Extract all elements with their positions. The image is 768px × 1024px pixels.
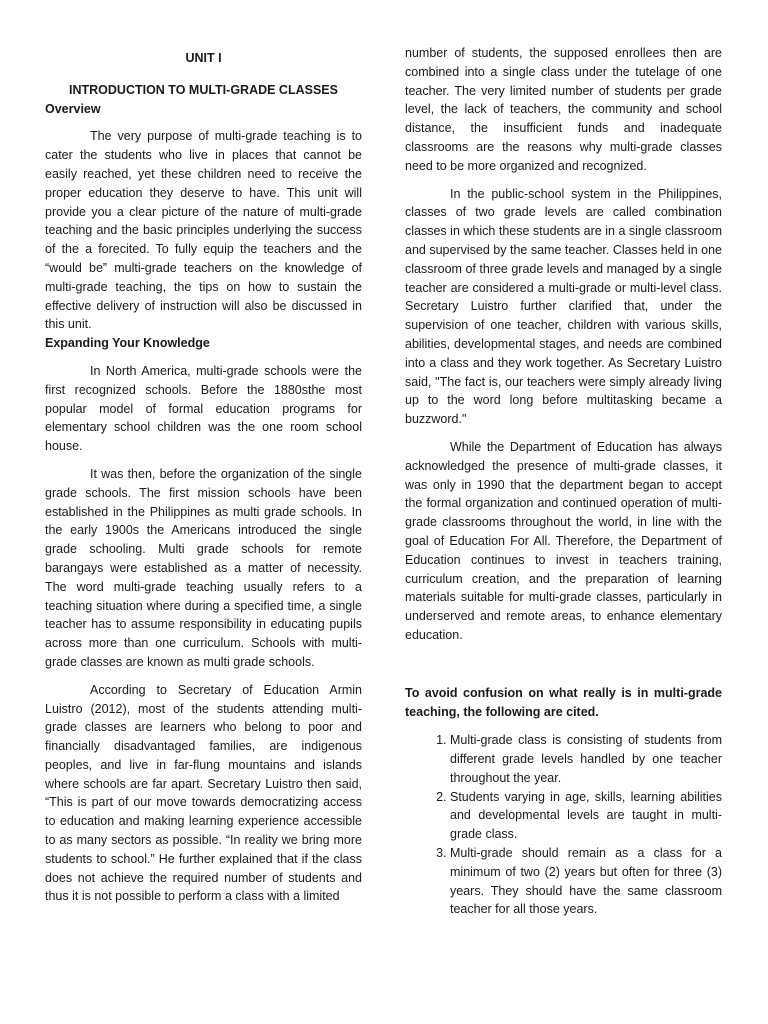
cited-list xyxy=(405,731,722,919)
overview-paragraph: The very purpose of multi-grade teaching is to cater the students who live in places that cannot be easily reached, yet these children need to receive the proper education they deserve to have. This unit will provide you a clear picture of the nature of multi-grade teaching and the basic principles underlying the success of the a forecited. To fully equip the teachers and the “would be” multi-grade teachers on the knowledge of multi-grade teaching, the tips on how to sustain the effective delivery of instruction will also be discussed in this unit. xyxy=(45,129,362,332)
list-item: 3. Multi-grade should remain as a class for a minimum of two (2) years but often for three (3) years. They should have the same classroom teacher for all those years. xyxy=(450,844,722,919)
cited-heading: To avoid confusion on what really is in multi-grade teaching, the following are cited. xyxy=(405,685,722,719)
expanding-paragraph-3: According to Secretary of Education Armin Luistro (2012), most of the students attending multi-grade classes are learners who belong to poor and financially disadvantaged families, are indigenous peoples, and live in far-flung mountains and islands where schools are far apart. Secretary Luistro then said, “This is part of our move towards democratizing access to education and making learning experience accessible to as many sectors as possible. “In reality we bring more students to school.” He further explained that if the class does not achieve the required number of students and thus it is not possible to perform a class with a limited xyxy=(45,682,362,904)
public-school-paragraph: In the public-school system in the Philippines, classes of two grade levels are called combination classes in which these students are in a single classroom and supervised by the same teacher. Classes held in one classroom of three grade levels and managed by a single teacher are considered a multi-grade or multi-level class. Secretary Luistro further clarified that, under the supervision of one teacher, children with various skills, abilities, developmental stages, and needs are combined into a class and they work together. As Secretary Luistro said, "The fact is, our teachers were simply already living up to the word long before multitasking became a buzzword." xyxy=(405,186,722,427)
deped-paragraph: While the Department of Education has always acknowledged the presence of multi-grade classes, it was only in 1990 that the department began to accept the formal organization and continued operation of multi-grade classrooms throughout the world, in line with the goal of Education For All. Therefore, the Department of Education continues to invest in teachers training, curriculum creation, and the preparation of learning materials suitable for multi-grade classes, particularly in underserved and remote areas, to enhance elementary education. xyxy=(405,439,722,642)
unit-subtitle: INTRODUCTION TO MULTI-GRADE CLASSES xyxy=(69,82,338,97)
expanding-knowledge-heading: Expanding Your Knowledge xyxy=(45,336,210,351)
expanding-paragraph-2: It was then, before the organization of the single grade schools. The first mission schools have been established in the Philippines as multi grade schools. In the early 1900s the Americans introduced the single grade schooling. Multi grade schools for remote barangays were established as a matter of necessity. The word multi-grade teaching usually refers to a teaching situation where during a specified time, a single teacher has to assume responsibility in educating pupils across more than one curriculum. Schools with multi-grade classes are known as multi grade schools. xyxy=(45,466,362,669)
expanding-paragraph-1: In North America, multi-grade schools were the first recognized schools. Before the 1880sthe most popular model of formal education programs for elementary school children was the one room school house. xyxy=(45,363,362,454)
left-column xyxy=(45,44,362,906)
right-column xyxy=(405,44,722,919)
continued-paragraph: number of students, the supposed enrollees then are combined into a single class under the tutelage of one teacher. The very limited number of students per grade level, the lack of teachers, the community and school distance, the insufficient funds and inadequate classrooms are the reasons why multi-grade classes need to be more organized and recognized. xyxy=(405,46,722,173)
list-item: 2. Students varying in age, skills, learning abilities and developmental levels are taught in multi-grade class. xyxy=(450,788,722,844)
overview-heading: Overview xyxy=(45,101,101,116)
list-item: 1. Multi-grade class is consisting of students from different grade levels handled by one teacher throughout the year. xyxy=(450,731,722,787)
unit-title: UNIT I xyxy=(185,51,222,65)
